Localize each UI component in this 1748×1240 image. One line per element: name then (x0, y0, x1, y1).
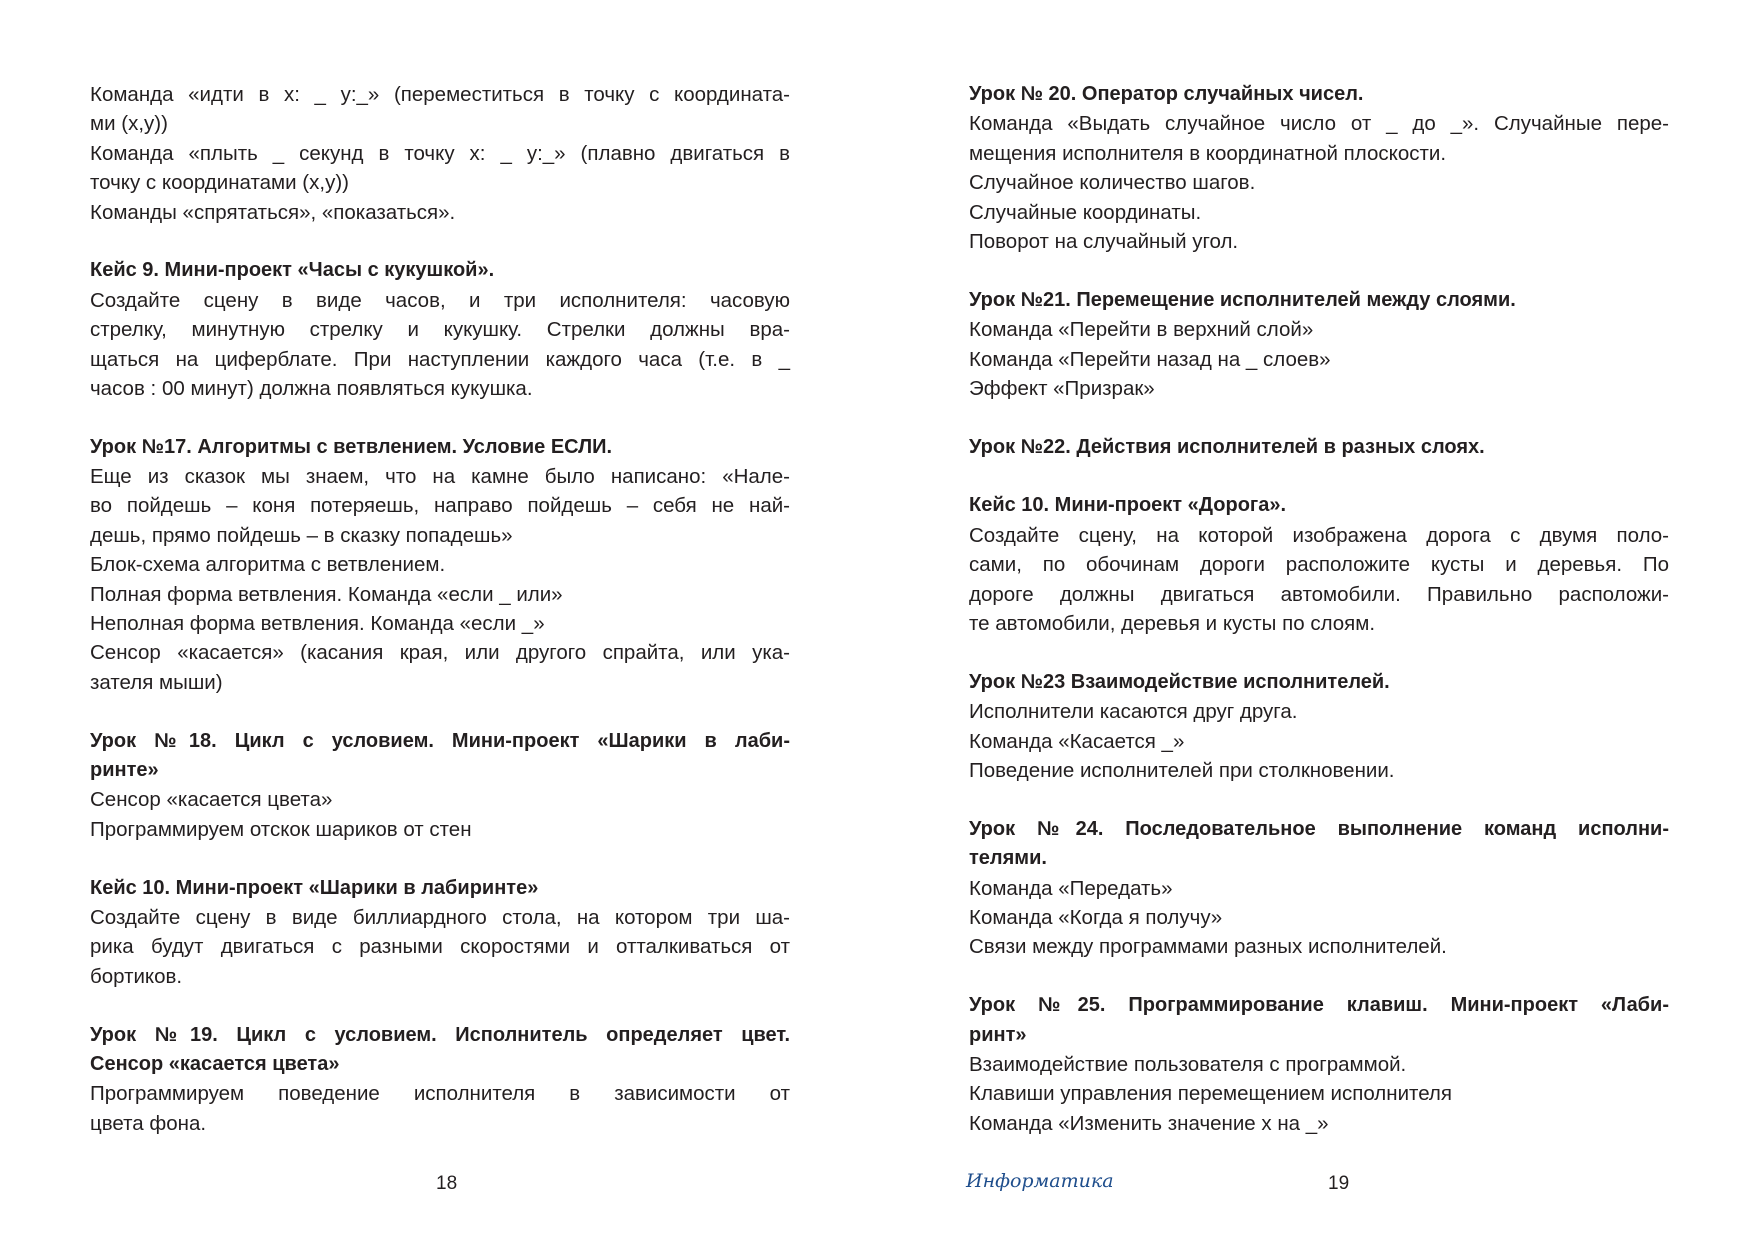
text-line: точку с координатами (х,у)) (90, 171, 349, 195)
section-heading-line: Урок №25. Программирование клавиш. Мини-проект «Лаби- (969, 994, 1669, 1017)
text-line: Команда «Изменить значение х на _» (969, 1111, 1329, 1135)
section (90, 80, 790, 227)
text-line: Команда «Перейти в верхний слой» (969, 318, 1314, 342)
text-line: Полная форма ветвления. Команда «если _ или» (90, 582, 563, 606)
spacer (90, 403, 790, 432)
spacer (969, 638, 1669, 667)
text-line: бортиков. (90, 964, 183, 988)
right-page (969, 80, 1669, 1138)
text-line: цвета фона. (90, 1111, 207, 1135)
spacer (90, 227, 790, 256)
section (969, 668, 1669, 786)
text-line: Сенсор «касается цвета» (90, 788, 333, 812)
section (969, 491, 1669, 638)
left-page (90, 80, 790, 1138)
text-line: Команда «идти в х: _ у:_» (переместиться в точку с координата- (90, 83, 790, 106)
text-line: Случайное количество шагов. (969, 171, 1256, 195)
spacer (90, 844, 790, 873)
text-line: мещения исполнителя в координатной плоскости. (969, 141, 1447, 165)
text-line: Блок-схема алгоритма с ветвлением. (90, 553, 446, 577)
section (969, 815, 1669, 962)
section-heading-line: Урок №18. Цикл с условием. Мини-проект «Шарики в лаби- (90, 729, 790, 752)
text-line: Команда «Перейти назад на _ слоев» (969, 347, 1331, 371)
spacer (969, 785, 1669, 814)
text-line: Команда «плыть _ секунд в точку х: _ у:_» (плавно двигаться в (90, 141, 790, 165)
section-heading-line: Урок №24. Последовательное выполнение команд исполни- (969, 817, 1669, 840)
section (969, 286, 1669, 404)
section-heading-line: Урок №23 Взаимодействие исполнителей. (969, 670, 1390, 693)
section-heading-line: Сенсор «касается цвета» (90, 1052, 340, 1075)
section-heading-line: Кейс 9. Мини-проект «Часы с кукушкой». (90, 259, 495, 282)
section-heading-line: Урок №19. Цикл с условием. Исполнитель определяет цвет. (90, 1023, 790, 1046)
text-line: стрелку, минутную стрелку и кукушку. Стрелки должны вра- (90, 318, 790, 342)
section-heading-line: Кейс 10. Мини-проект «Дорога». (969, 494, 1287, 517)
text-line: Команда «Касается _» (969, 729, 1185, 753)
text-line: Создайте сцену в виде биллиардного стола, на котором три ша- (90, 905, 790, 929)
text-line: Эффект «Призрак» (969, 376, 1155, 400)
text-line: ми (х,у)) (90, 112, 168, 136)
text-line: сами, по обочинам дороги расположите кусты и деревья. По (969, 553, 1669, 577)
text-line: Создайте сцену в виде часов, и три исполнителя: часовую (90, 288, 790, 312)
section-heading-line: ринте» (90, 758, 159, 781)
text-line: часов : 00 минут) должна появляться кукушка. (90, 376, 533, 400)
spacer (90, 991, 790, 1020)
text-line: Команда «Выдать случайное число от _ до _». Случайные пере- (969, 112, 1669, 136)
text-line: во пойдешь – коня потеряешь, направо пойдешь – себя не най- (90, 494, 790, 518)
page-number-left: 18 (436, 1173, 458, 1194)
section (969, 991, 1669, 1138)
text-line: Сенсор «касается» (касания края, или другого спрайта, или ука- (90, 641, 790, 665)
text-line: те автомобили, деревья и кусты по слоям. (969, 612, 1376, 636)
text-line: Поведение исполнителей при столкновении. (969, 758, 1395, 782)
section (90, 1021, 790, 1139)
text-line: Случайные координаты. (969, 200, 1202, 224)
spacer (90, 697, 790, 726)
text-line: Команда «Передать» (969, 876, 1173, 900)
text-line: Программируем отскок шариков от стен (90, 817, 472, 841)
section (90, 256, 790, 403)
text-line: Команды «спрятаться», «показаться». (90, 200, 456, 224)
page-number-right: 19 (1328, 1173, 1350, 1194)
text-line: Создайте сцену, на которой изображена дорога с двумя поло- (969, 523, 1669, 547)
text-line: дороге должны двигаться автомобили. Правильно расположи- (969, 582, 1669, 606)
section (90, 874, 790, 992)
section (90, 433, 790, 698)
spacer (969, 462, 1669, 491)
section-heading-line: Кейс 10. Мини-проект «Шарики в лабиринте» (90, 876, 539, 899)
text-line: щаться на циферблате. При наступлении каждого часа (т.е. в _ (90, 347, 790, 371)
spacer (969, 962, 1669, 991)
section-heading-line: Урок №22. Действия исполнителей в разных слоях. (969, 435, 1485, 458)
section (90, 727, 790, 845)
text-line: Неполная форма ветвления. Команда «если _» (90, 612, 545, 636)
text-line: Клавиши управления перемещением исполнителя (969, 1082, 1452, 1106)
text-line: рика будут двигаться с разными скоростями и отталкиваться от (90, 935, 790, 959)
text-line: дешь, прямо пойдешь – в сказку попадешь» (90, 523, 513, 547)
text-line: Программируем поведение исполнителя в зависимости от (90, 1082, 790, 1106)
section-heading-line: ринт» (969, 1023, 1027, 1046)
section (969, 80, 1669, 256)
text-line: Исполнители касаются друг друга. (969, 700, 1298, 724)
text-line: зателя мыши) (90, 670, 223, 694)
text-line: Связи между программами разных исполнителей. (969, 935, 1447, 959)
spacer (969, 256, 1669, 285)
section-heading-line: Урок №21. Перемещение исполнителей между слоями. (969, 288, 1516, 311)
section-heading-line: Урок № 20. Оператор случайных чисел. (969, 83, 1364, 105)
text-line: Команда «Когда я получу» (969, 905, 1223, 929)
spacer (969, 403, 1669, 432)
section-heading-line: Урок №17. Алгоритмы с ветвлением. Условие ЕСЛИ. (90, 435, 613, 458)
text-line: Еще из сказок мы знаем, что на камне было написано: «Нале- (90, 465, 790, 489)
text-line: Взаимодействие пользователя с программой. (969, 1052, 1407, 1076)
subject-logo: Информатика (966, 1170, 1114, 1192)
section-heading-line: телями. (969, 847, 1047, 870)
section (969, 433, 1669, 462)
text-line: Поворот на случайный угол. (969, 229, 1239, 253)
